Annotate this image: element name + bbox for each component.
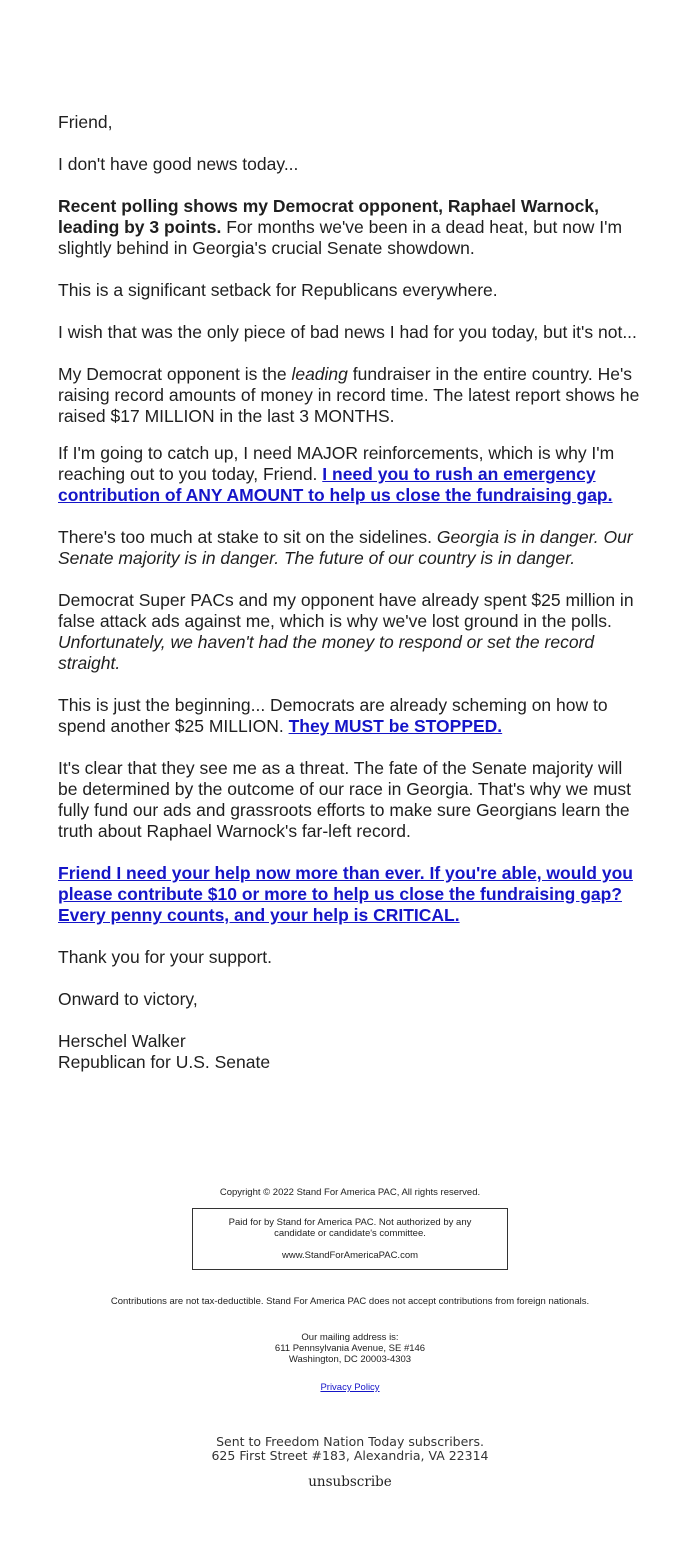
paragraph-onward: Onward to victory,	[58, 989, 198, 1009]
catch-up-text: If I'm going to catch up, I need MAJOR reinforcements, which is why I'm reaching out to you today, Friend.	[58, 443, 615, 484]
email-body	[58, 112, 643, 1094]
stakes-italic: Georgia is in danger. Our Senate majority is in danger. The future of our country is in danger.	[58, 527, 633, 568]
paragraph-help-cta	[58, 863, 643, 926]
paragraph-beginning	[58, 695, 643, 737]
signature-title: Republican for U.S. Senate	[58, 1052, 271, 1072]
paragraph-bad-news: I don't have good news today...	[58, 154, 299, 174]
signature	[58, 1031, 643, 1073]
paragraph-more-bad-news: I wish that was the only piece of bad news I had for you today, but it's not...	[58, 322, 637, 342]
paragraph-thanks: Thank you for your support.	[58, 947, 272, 967]
email-footer	[0, 1187, 700, 1393]
sent-notice	[0, 1435, 700, 1463]
paid-for-text: Paid for by Stand for America PAC. Not authorized by any candidate or candidate's committee.	[228, 1217, 472, 1239]
address-line-2: Washington, DC 20003-4303	[288, 1354, 412, 1365]
fundraiser-text-b: fundraiser in the entire country. He's raising record amounts of money in record time. The latest report shows he raised $17 MILLION in the last 3 MONTHS.	[58, 364, 640, 426]
paragraph-threat: It's clear that they see me as a threat. The fate of the Senate majority will be determined by the outcome of our race in Georgia. That's why we must fully fund our ads and grassroots efforts to make sure Georgians learn the truth about Raphael Warnock's far-left record.	[58, 758, 632, 841]
unsubscribe-link[interactable]: unsubscribe	[308, 1474, 392, 1490]
mailing-label: Our mailing address is:	[301, 1332, 399, 1343]
privacy-paragraph	[0, 1382, 700, 1393]
address-line-1: 611 Pennsylvania Avenue, SE #146	[274, 1343, 426, 1354]
mailing-address	[0, 1332, 700, 1365]
fundraiser-italic: leading	[291, 364, 348, 384]
super-pacs-text: Democrat Super PACs and my opponent have already spent $25 million in false attack ads against me, which is why we've lost ground in the polls.	[58, 590, 634, 631]
disclaimer-box	[192, 1208, 508, 1270]
copyright-text: Copyright © 2022 Stand For America PAC, All rights reserved.	[219, 1187, 481, 1198]
beginning-text: This is just the beginning... Democrats are already scheming on how to spend another $25 MILLION.	[58, 695, 608, 736]
website-text: www.StandForAmericaPAC.com	[281, 1250, 419, 1261]
greeting: Friend,	[58, 112, 113, 132]
fundraiser-text-a: My Democrat opponent is the	[58, 364, 292, 384]
contributions-notice: Contributions are not tax-deductible. Stand For America PAC does not accept contributions from foreign nationals.	[110, 1296, 590, 1307]
contribute-ten-link[interactable]: Friend I need your help now more than ever. If you're able, would you please contribute $10 or more to help us close the fundraising gap? Every penny counts, and your help is CRITICAL.	[58, 863, 633, 925]
paragraph-super-pacs	[58, 590, 643, 674]
paragraph-catch-up	[58, 443, 643, 506]
sent-line-2: 625 First Street #183, Alexandria, VA 22314	[211, 1448, 489, 1463]
stop-them-link[interactable]: They MUST be STOPPED.	[288, 716, 503, 736]
polling-bold-text: Recent polling shows my Democrat opponent, Raphael Warnock, leading by 3 points.	[58, 196, 599, 237]
paragraph-polling	[58, 196, 643, 259]
polling-text: For months we've been in a dead heat, but now I'm slightly behind in Georgia's crucial Senate showdown.	[58, 217, 623, 258]
paragraph-fundraiser	[58, 364, 643, 427]
super-pacs-italic: Unfortunately, we haven't had the money to respond or set the record straight.	[58, 632, 595, 673]
paragraph-stakes	[58, 527, 643, 569]
signature-name: Herschel Walker	[58, 1031, 186, 1051]
sent-line-1: Sent to Freedom Nation Today subscribers.	[216, 1434, 484, 1449]
stakes-text: There's too much at stake to sit on the sidelines.	[58, 527, 437, 547]
paragraph-setback: This is a significant setback for Republicans everywhere.	[58, 280, 498, 300]
emergency-contribution-link[interactable]: I need you to rush an emergency contribution of ANY AMOUNT to help us close the fundraising gap.	[58, 464, 613, 505]
privacy-policy-link[interactable]: Privacy Policy	[320, 1382, 380, 1393]
